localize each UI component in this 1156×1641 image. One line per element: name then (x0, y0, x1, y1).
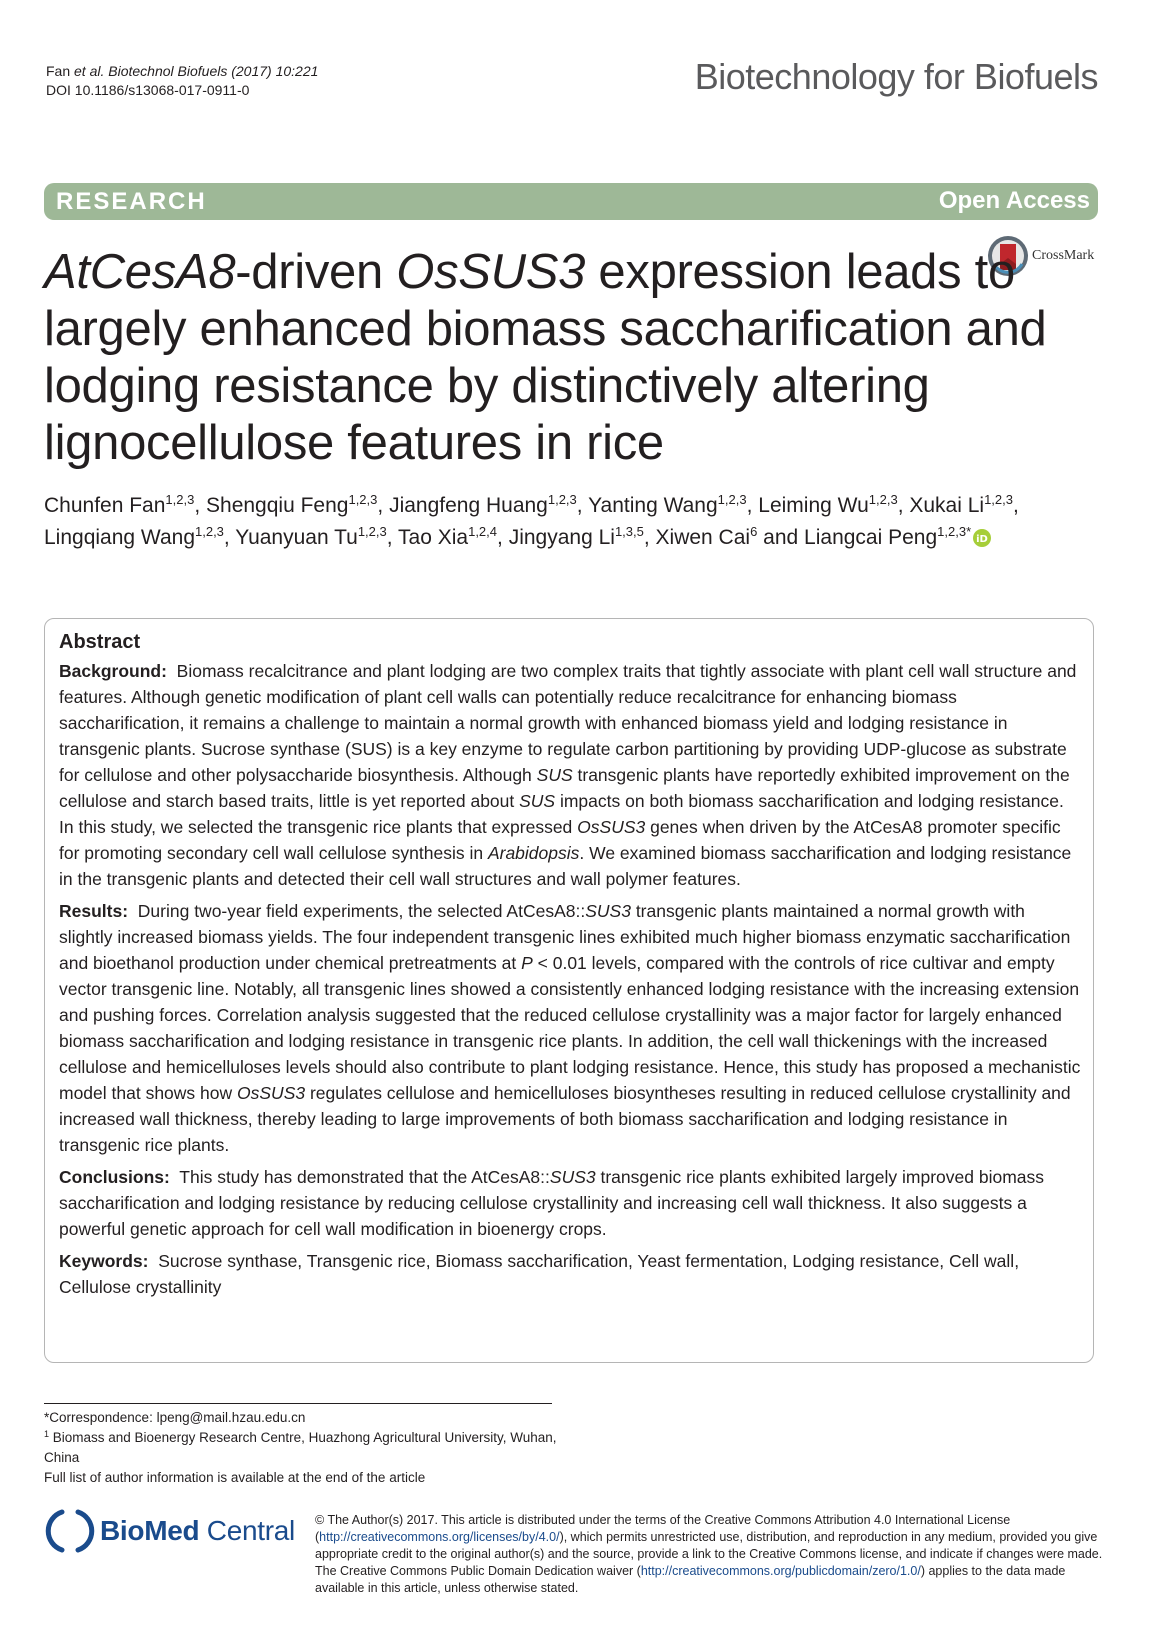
orcid-icon[interactable] (973, 529, 991, 547)
author[interactable]: Tao Xia$^{1,2,4}$ (398, 524, 498, 549)
footnotes (44, 1408, 564, 1488)
author[interactable]: Xukai Li$^{1,2,3}$ (909, 492, 1013, 517)
journal-name: Biotechnology for Biofuels (694, 56, 1098, 97)
author[interactable]: Jingyang Li$^{1,3,5}$ (508, 524, 644, 549)
logo-central: Central (199, 1515, 295, 1546)
author[interactable]: Xiwen Cai$^6$ (655, 524, 758, 549)
article-type: RESEARCH (56, 188, 207, 215)
title-part-2: -driven (235, 245, 397, 299)
doi[interactable]: DOI 10.1186/s13068-017-0911-0 (46, 82, 250, 98)
author-list: Chunfen Fan$^{1,2,3}$, Shengqiu Feng$^{1,2,3}$, Jiangfeng Huang$^{1,2,3}$, Yanting Wang$^{1,2,3}$, Leiming Wu$^{1,2,3}$, Xukai Li$^{1,2,3}$, Lingqiang Wang$^{1,2,3}$, Yuanyuan Tu$^{1,2,3}$, Tao Xia$^{1,2,4}$, Jingyang Li$^{1,3,5}$, Xiwen Cai$^6$ and Liangcai Peng$^{1,2,3*}$ iD (44, 492, 1019, 549)
license-text: © The Author(s) 2017. This article is distributed under the terms of the Creative Commons Attribution 4.0 International License (http://creativecommons.org/licenses/by/4.0/), which permits unrestricted use, distribution, and reproduction in any medium, provided you give appropriate credit to the original author(s) and the source, provide a link to the Creative Commons license, and indicate if changes were made. The Creative Commons Public Domain Dedication waiver (http://creativecommons.org/publicdomain/zero/1.0/) applies to the data made available in this article, unless otherwise stated. (315, 1513, 1103, 1595)
author[interactable]: Leiming Wu$^{1,2,3}$ (758, 492, 898, 517)
abstract-results: Results: During two-year field experiments, the selected AtCesA8::SUS3 transgenic plants maintained a normal growth with slightly increased biomass yields. The four independent transgenic lines exhibited much higher biomass enzymatic saccharification and bioethanol production under chemical pretreatments at P < 0.01 levels, compared with the controls of rice cultivar and empty vector transgenic line. Notably, all transgenic lines showed a consistently enhanced lodging resistance with the increasing extension and pushing forces. Correlation analysis suggested that the reduced cellulose crystallinity was a major factor for largely enhanced biomass saccharification and lodging resistance in transgenic rice plants. In addition, the cell wall thickenings with the increased cellulose and hemicelluloses levels should also contribute to plant lodging resistance. Hence, this study has proposed a mechanistic model that shows how OsSUS3 regulates cellulose and hemicelluloses biosyntheses resulting in reduced cellulose crystallinity and increased wall thickness, thereby leading to large improvements of both biomass saccharification and lodging resistance in transgenic rice plants. (59, 901, 1081, 1155)
citation (46, 62, 318, 100)
author-conjunction: and (763, 526, 799, 549)
citation-journal: Biotechnol Biofuels (2017) 10:221 (108, 63, 319, 79)
citation-author: Fan (46, 63, 71, 79)
citation-etal: et al. (74, 63, 105, 79)
article-type-band (44, 183, 1098, 220)
title-gene-2: OsSUS3 (396, 245, 586, 299)
footnote-rule (44, 1403, 552, 1404)
author-info-note: Full list of author information is available at the end of the article (44, 1470, 426, 1485)
abstract-box (44, 618, 1094, 1363)
abstract-conclusions: Conclusions: This study has demonstrated that the AtCesA8::SUS3 transgenic rice plants exhibited largely improved biomass saccharification and lodging resistance by reducing cellulose crystallinity and increasing cell wall thickness. It also suggests a powerful genetic approach for cell wall modification in bioenergy crops. (59, 1167, 1045, 1239)
author[interactable]: Chunfen Fan$^{1,2,3}$ (44, 492, 195, 517)
title-part-4: expression leads to largely enhanced biomass saccharification and lodging resistance by distinctively altering lignocellulose features in rice (44, 245, 1047, 470)
abstract-keywords: Keywords: Sucrose synthase, Transgenic rice, Biomass saccharification, Yeast fermentation, Lodging resistance, Cell wall, Cellulose crystallinity (59, 1251, 1020, 1297)
biomed-central-icon (44, 1508, 96, 1554)
open-access-label: Open Access (938, 187, 1090, 214)
license-link[interactable]: http://creativecommons.org/licenses/by/4.0/ (319, 1530, 560, 1544)
title-gene-1: AtCesA8 (44, 245, 236, 299)
affiliation: $^1$ Biomass and Bioenergy Research Centre, Huazhong Agricultural University, Wuhan, China (44, 1429, 557, 1465)
author[interactable]: Shengqiu Feng$^{1,2,3}$ (206, 492, 378, 517)
biomed-central-logo[interactable] (44, 1508, 295, 1554)
svg-text:iD: iD (976, 534, 989, 545)
waiver-link[interactable]: http://creativecommons.org/publicdomain/zero/1.0/ (640, 1564, 921, 1578)
author[interactable]: Yanting Wang$^{1,2,3}$ (588, 492, 747, 517)
article-title (44, 244, 1074, 472)
abstract-heading: Abstract (59, 631, 141, 653)
author[interactable]: Yuanyuan Tu$^{1,2,3}$ (235, 524, 387, 549)
crossmark-label: CrossMark (1032, 248, 1095, 263)
author[interactable]: Lingqiang Wang$^{1,2,3}$ (44, 524, 224, 549)
abstract-background: Background: Biomass recalcitrance and plant lodging are two complex traits that tightly associate with plant cell wall structure and features. Although genetic modification of plant cell walls can potentially reduce recalcitrance for enhancing biomass saccharification, it remains a challenge to maintain a normal growth with enhanced biomass yield and lodging resistance in transgenic plants. Sucrose synthase (SUS) is a key enzyme to regulate carbon partitioning by providing UDP-glucose as substrate for cellulose and other polysaccharide biosynthesis. Although SUS transgenic plants have reportedly exhibited improvement on the cellulose and starch based traits, little is yet reported about SUS impacts on both biomass saccharification and lodging resistance. In this study, we selected the transgenic rice plants that expressed OsSUS3 genes when driven by the AtCesA8 promoter specific for promoting secondary cell wall cellulose synthesis in Arabidopsis. We examined biomass saccharification and lodging resistance in the transgenic plants and detected their cell wall structures and wall polymer features. (59, 661, 1077, 889)
author[interactable]: Liangcai Peng$^{1,2,3*}$ (804, 524, 972, 549)
author[interactable]: Jiangfeng Huang$^{1,2,3}$ (389, 492, 577, 517)
correspondence[interactable]: *Correspondence: lpeng@mail.hzau.edu.cn (44, 1410, 306, 1425)
logo-biomed: BioMed (100, 1515, 200, 1546)
